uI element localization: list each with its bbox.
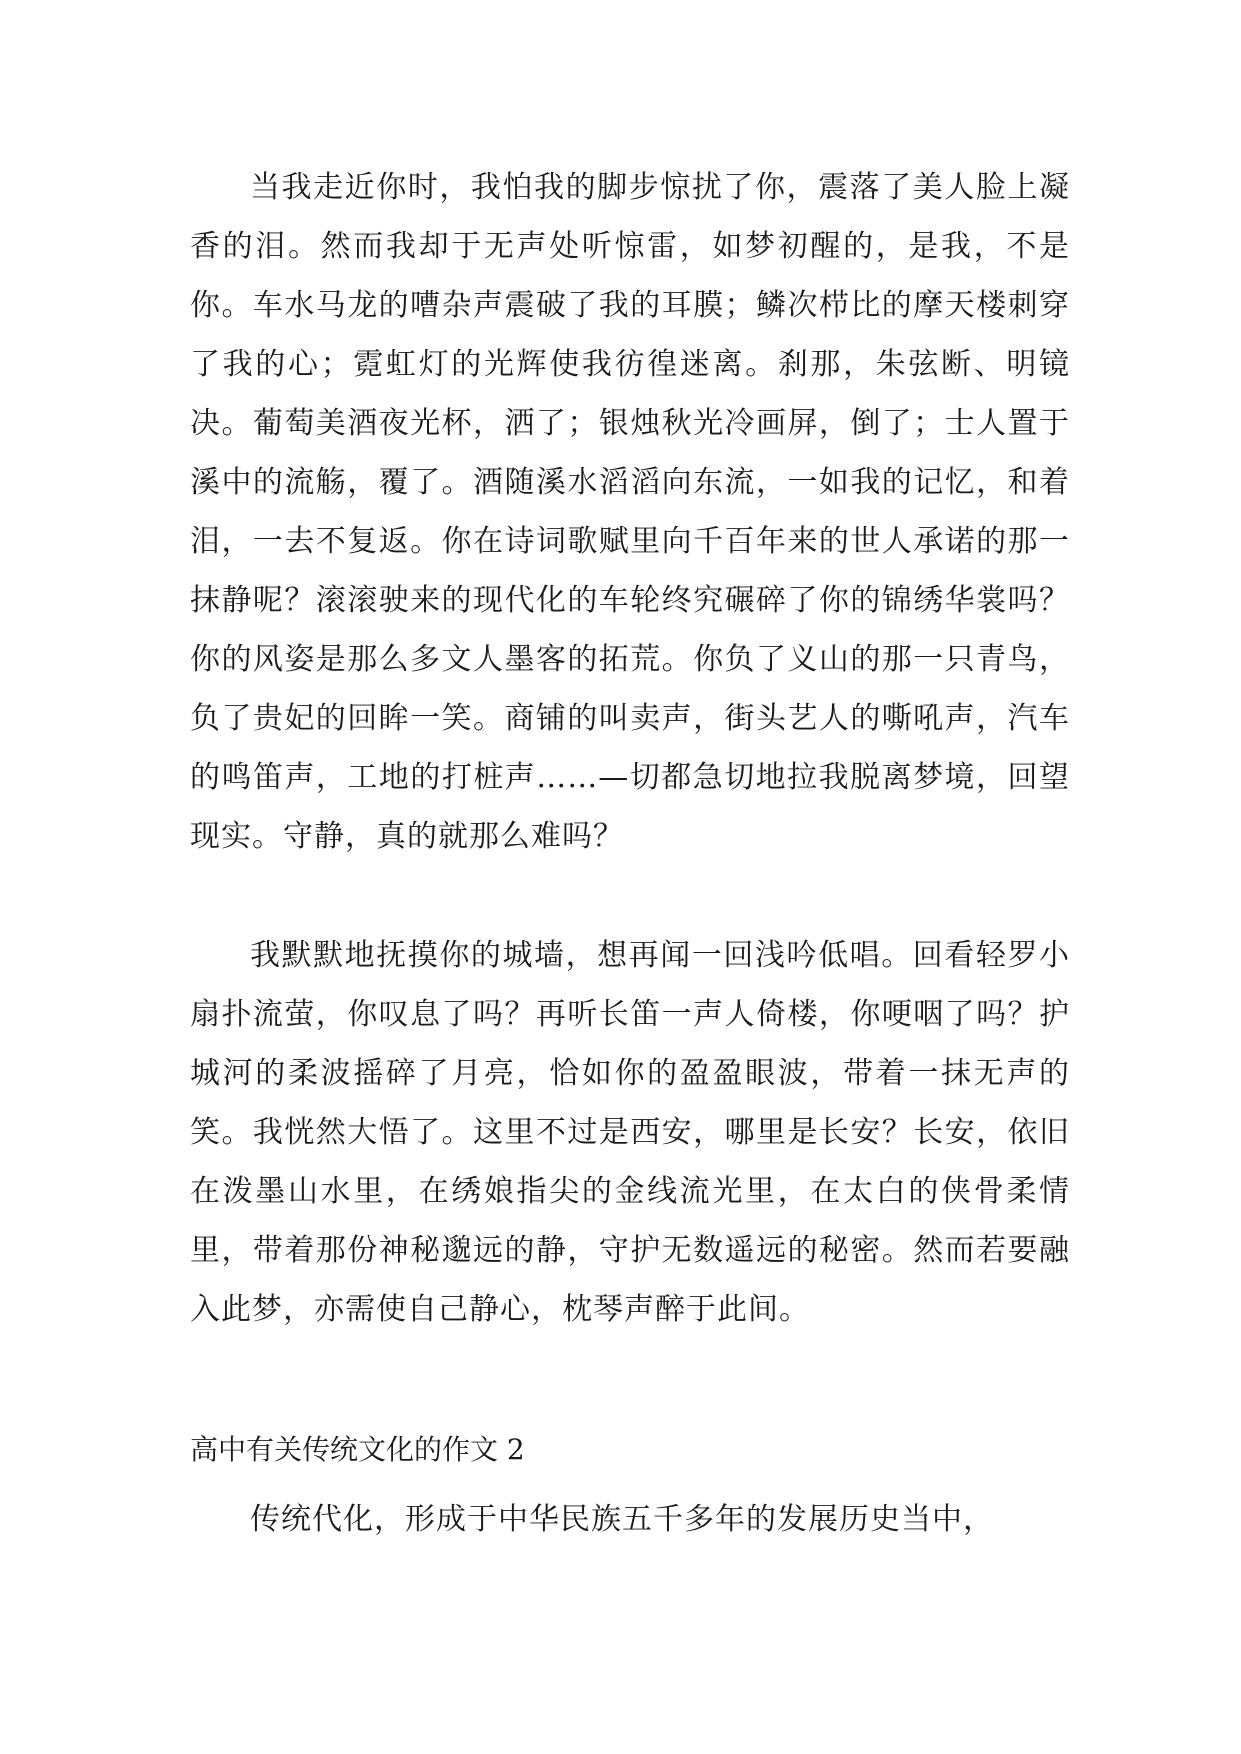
section-heading: 高中有关传统文化的作文 2 bbox=[190, 1433, 525, 1466]
body-paragraph: 当我走近你时，我怕我的脚步惊扰了你，震落了美人脸上凝香的泪。然而我却于无声处听惊雷，如梦初醒的，是我，不是你。车水马龙的嘈杂声震破了我的耳膜；鳞次栉比的摩天楼刺穿了我的心；霓虹灯的光辉使我彷徨迷离。刹那，朱弦断、明镜决。葡萄美酒夜光杯，洒了；银烛秋光冷画屏，倒了；士人置于溪中的流觞，覆了。酒随溪水滔滔向东流，一如我的记忆，和着泪，一去不复返。你在诗词歌赋里向千百年来的世人承诺的那一抹静呢？滚滚驶来的现代化的车轮终究碾碎了你的锦绣华裳吗？你的风姿是那么多文人墨客的拓荒。你负了义山的那一只青鸟，负了贵妃的回眸一笑。商铺的叫卖声，街头艺人的嘶吼声，汽车的鸣笛声，工地的打桩声……—切都急切地拉我脱离梦境，回望现实。守静，真的就那么难吗？ bbox=[190, 170, 1070, 854]
body-paragraph: 传统代化，形成于中华民族五千多年的发展历史当中， bbox=[250, 1502, 994, 1537]
body-paragraph: 我默默地抚摸你的城墙，想再闻一回浅吟低唱。回看轻罗小扇扑流萤，你叹息了吗？再听长笛一声人倚楼，你哽咽了吗？护城河的柔波摇碎了月亮，恰如你的盈盈眼波，带着一抹无声的笑。我恍然大悟了。这里不过是西安，哪里是长安？长安，依旧在泼墨山水里，在绣娘指尖的金线流光里，在太白的侠骨柔情里，带着那份神秘邈远的静，守护无数遥远的秘密。然而若要融入此梦，亦需使自己静心，枕琴声醉于此间。 bbox=[190, 938, 1070, 1327]
